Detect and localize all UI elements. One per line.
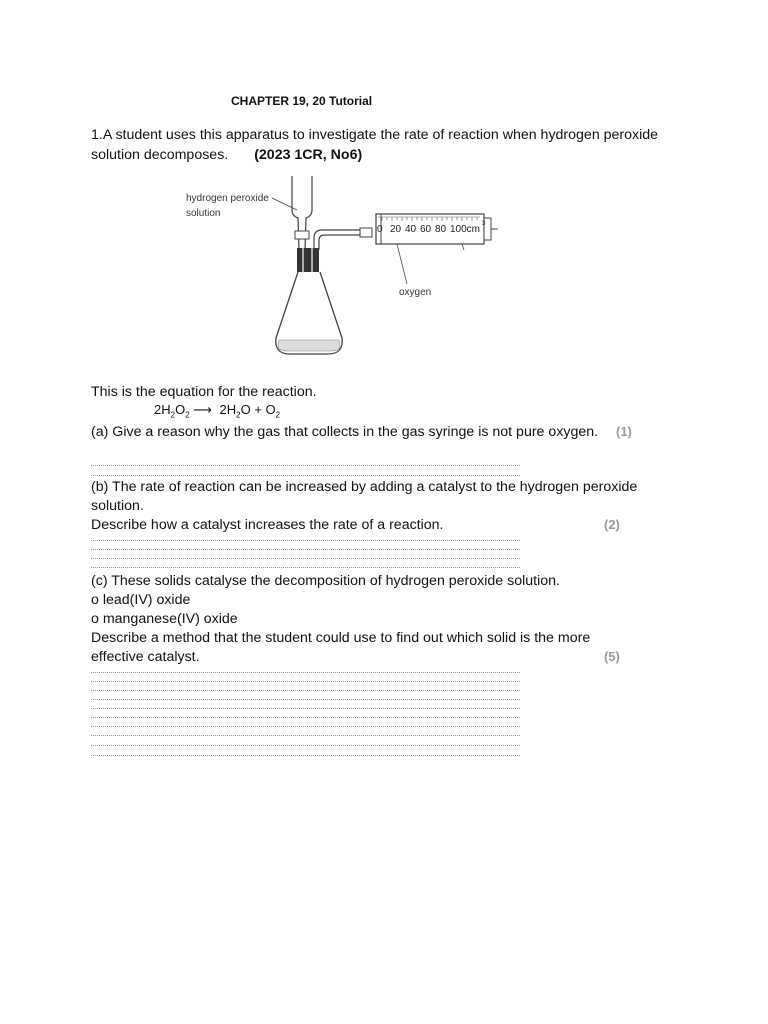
oxygen-pointer xyxy=(396,240,407,284)
answer-line[interactable] xyxy=(91,717,520,718)
eq-rhs-h: 2H xyxy=(219,402,237,417)
label-oxygen: oxygen xyxy=(399,287,432,298)
question-intro-text: solution decomposes. xyxy=(91,147,229,163)
question-intro-line-2 xyxy=(91,146,362,165)
answer-line[interactable] xyxy=(91,699,520,700)
label-peroxide-2: solution xyxy=(186,208,221,219)
chemical-equation xyxy=(154,402,280,420)
eq-arrow: ⟶ xyxy=(193,402,212,417)
peroxide-pointer xyxy=(272,198,297,210)
part-c-option-2: o manganese(IV) oxide xyxy=(91,611,238,627)
part-c-line-1: (c) These solids catalyse the decomposition of hydrogen peroxide solution. xyxy=(91,573,560,589)
answer-line[interactable] xyxy=(91,745,520,746)
answer-line[interactable] xyxy=(91,681,520,682)
eq-lhs-h: 2H xyxy=(154,402,171,417)
answer-line[interactable] xyxy=(91,475,520,476)
answer-line[interactable] xyxy=(91,540,520,541)
eq-rhs-sub1: 2 xyxy=(236,410,241,420)
answer-line[interactable] xyxy=(91,549,520,550)
question-intro-line-1: 1.A student uses this apparatus to investigate the rate of reaction when hydrogen peroxide xyxy=(91,127,659,143)
part-a-marks: (1) xyxy=(616,424,632,439)
scale-20: 20 xyxy=(390,224,402,235)
answer-line[interactable] xyxy=(91,755,520,756)
flask-solution xyxy=(278,340,340,351)
part-b-line-2: solution. xyxy=(91,498,144,514)
part-c-line-4: Describe a method that the student could use to find out which solid is the more xyxy=(91,630,591,646)
part-b-marks: (2) xyxy=(604,517,620,532)
part-b-line-1: (b) The rate of reaction can be increased by adding a catalyst to the hydrogen peroxide xyxy=(91,479,638,495)
answer-line[interactable] xyxy=(91,690,520,691)
scale-60: 60 xyxy=(420,224,432,235)
answer-line[interactable] xyxy=(91,558,520,559)
eq-rhs-o: O + O xyxy=(240,402,276,417)
eq-lhs-o: O xyxy=(175,402,186,417)
answer-line[interactable] xyxy=(91,735,520,736)
eq-lhs-sub2: 2 xyxy=(185,410,190,420)
part-a-text: (a) Give a reason why the gas that collects in the gas syringe is not pure oxygen. xyxy=(91,424,599,440)
eq-rhs-sub2: 2 xyxy=(275,410,281,420)
apparatus-diagram xyxy=(180,170,510,370)
answer-line[interactable] xyxy=(91,726,520,727)
part-c-line-5: effective catalyst. xyxy=(91,649,200,665)
question-source: (2023 1CR, No6) xyxy=(254,147,363,163)
scale-40: 40 xyxy=(405,224,417,235)
tube-connector xyxy=(360,228,372,237)
part-c-option-1: o lead(IV) oxide xyxy=(91,592,191,608)
scale-100cm: 100cm xyxy=(450,224,481,235)
answer-line[interactable] xyxy=(91,708,520,709)
scale-0: 0 xyxy=(377,224,383,235)
equation-intro: This is the equation for the reaction. xyxy=(91,384,317,400)
answer-line[interactable] xyxy=(91,672,520,673)
page-title: CHAPTER 19, 20 Tutorial xyxy=(231,94,373,108)
part-c-marks: (5) xyxy=(604,649,620,664)
answer-line[interactable] xyxy=(91,465,520,466)
label-peroxide-1: hydrogen peroxide xyxy=(186,193,269,204)
part-b-line-3: Describe how a catalyst increases the rate of a reaction. xyxy=(91,517,444,533)
stopper xyxy=(297,248,319,272)
funnel-tap xyxy=(295,231,309,239)
eq-lhs-sub1: 2 xyxy=(170,410,176,420)
scale-80: 80 xyxy=(435,224,447,235)
scale-superscript: 3 xyxy=(482,221,486,227)
answer-line[interactable] xyxy=(91,567,520,568)
